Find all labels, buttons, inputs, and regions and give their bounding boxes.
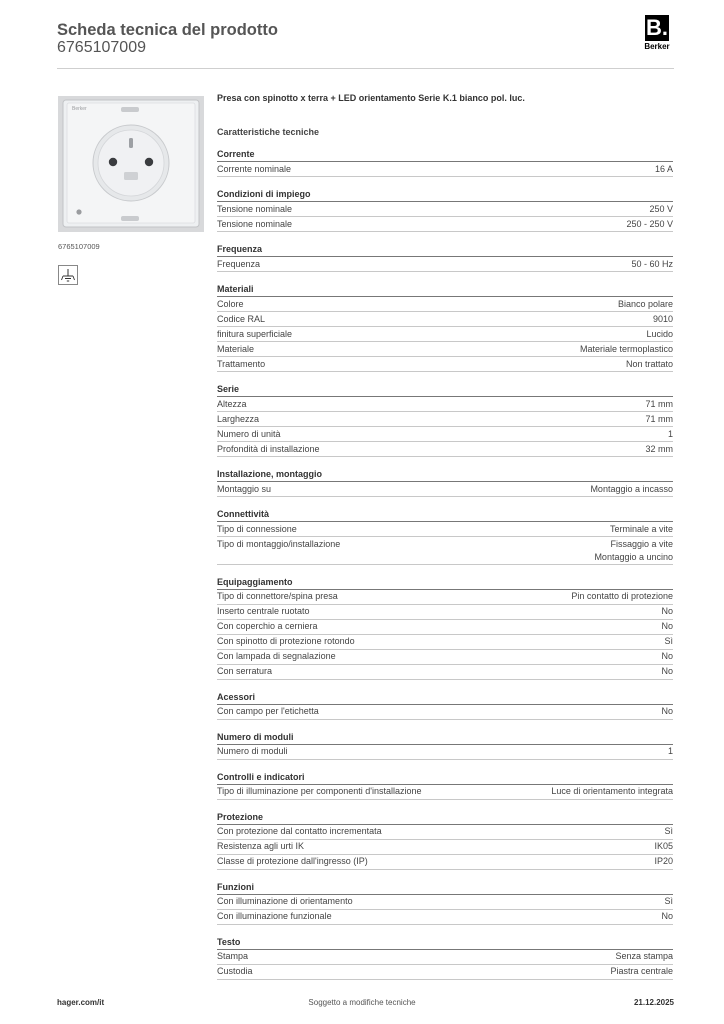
spec-value-line: 71 mm [645, 413, 673, 424]
spec-value [653, 313, 673, 327]
spec-value-line: No [661, 651, 673, 661]
spec-content [217, 93, 673, 989]
spec-row [217, 327, 673, 342]
spec-sections [217, 149, 673, 980]
spec-label: Trattamento [217, 358, 266, 369]
spec-value-line: IP20 [654, 856, 673, 866]
section-title: Frequenza [217, 244, 673, 257]
spec-value [649, 203, 673, 217]
spec-row [217, 537, 673, 565]
spec-label: Tipo di illuminazione per componenti d'installazione [217, 786, 422, 796]
section-title: Serie [217, 384, 673, 397]
spec-value [610, 523, 673, 537]
spec-value [571, 590, 673, 604]
spec-section [217, 509, 673, 565]
section-title: Installazione, montaggio [217, 469, 673, 482]
spec-value-line: Bianco polare [617, 298, 673, 309]
section-title: Condizioni di impiego [217, 189, 673, 202]
footer-website[interactable]: hager.com/it [57, 998, 105, 1007]
spec-label: Tipo di connettore/spina presa [217, 591, 338, 601]
spec-row [217, 605, 673, 620]
section-title: Testo [217, 937, 673, 950]
spec-value [668, 745, 673, 759]
spec-value-line: 9010 [652, 313, 673, 324]
spec-value-line: Non trattato [625, 358, 673, 369]
socket-brand-mark: Berker [72, 106, 87, 112]
spec-section [217, 469, 673, 497]
spec-row [217, 855, 673, 870]
spec-value [664, 895, 673, 909]
spec-value-line: 71 mm [645, 398, 673, 409]
spec-value-line: Piastra centrale [610, 966, 673, 976]
spec-value [654, 840, 673, 854]
spec-value [654, 855, 673, 869]
spec-value-line: Senza stampa [615, 951, 673, 961]
spec-row [217, 312, 673, 327]
spec-label: Con protezione dal contatto incrementata [217, 826, 382, 836]
spec-label: Altezza [217, 398, 247, 409]
spec-value-line: Materiale termoplastico [579, 343, 673, 354]
spec-label: Resistenza agli urti IK [217, 841, 305, 851]
spec-label: Con illuminazione funzionale [217, 911, 332, 921]
spec-label: Larghezza [217, 413, 260, 424]
product-code: 6765107009 [57, 39, 146, 56]
spec-section [217, 882, 673, 925]
spec-value-line: 50 - 60 Hz [631, 258, 673, 269]
spec-label: Corrente nominale [217, 163, 292, 174]
brand-logo [640, 15, 674, 51]
spec-label: Con illuminazione di orientamento [217, 896, 353, 906]
spec-label: Materiale [217, 343, 255, 354]
spec-value [661, 605, 673, 619]
spec-row [217, 162, 673, 177]
spec-value [661, 665, 673, 679]
spec-value-line: No [661, 706, 673, 716]
spec-label: Tensione nominale [217, 218, 293, 229]
spec-row [217, 202, 673, 217]
spec-label: Con serratura [217, 666, 273, 676]
spec-row [217, 965, 673, 980]
spec-value-line: Sì [664, 826, 673, 836]
spec-row [217, 910, 673, 925]
spec-row [217, 705, 673, 720]
spec-value [661, 650, 673, 664]
spec-section [217, 284, 673, 372]
section-title: Materiali [217, 284, 673, 297]
spec-value [631, 258, 673, 272]
section-title: Corrente [217, 149, 673, 162]
spec-row [217, 427, 673, 442]
spec-value-line: No [661, 606, 673, 616]
section-title: Numero di moduli [217, 732, 673, 745]
spec-value [668, 428, 673, 442]
spec-value [661, 705, 673, 719]
spec-value-line: No [661, 666, 673, 676]
characteristics-heading: Caratteristiche tecniche [217, 127, 320, 137]
spec-row [217, 412, 673, 427]
spec-value [610, 965, 673, 979]
spec-label: Stampa [217, 951, 249, 961]
spec-value-line: 16 A [654, 163, 673, 174]
spec-row [217, 297, 673, 312]
spec-value [626, 218, 673, 232]
spec-value-line: IK05 [654, 841, 673, 851]
spec-value-line: Terminale a vite [609, 523, 673, 534]
spec-label: Con campo per l'etichetta [217, 706, 319, 716]
product-image [58, 96, 204, 232]
spec-section [217, 772, 673, 800]
spec-value [618, 298, 673, 312]
spec-row [217, 590, 673, 605]
spec-value-line: Montaggio a incasso [590, 483, 673, 494]
spec-row [217, 665, 673, 680]
spec-row [217, 442, 673, 457]
header-divider [57, 68, 674, 69]
spec-row [217, 342, 673, 357]
product-description: Presa con spinotto x terra + LED orientamento Serie K.1 bianco pol. luc. [217, 93, 525, 103]
spec-label: Con lampada di segnalazione [217, 651, 336, 661]
spec-section [217, 384, 673, 457]
spec-section [217, 577, 673, 680]
spec-section [217, 692, 673, 720]
spec-section [217, 189, 673, 232]
spec-row [217, 895, 673, 910]
spec-label: Con coperchio a cerniera [217, 621, 318, 631]
spec-row [217, 745, 673, 760]
spec-value-line: Fissaggio a vite [610, 538, 673, 549]
section-title: Protezione [217, 812, 673, 825]
spec-value [626, 358, 673, 372]
spec-value-line: Sì [664, 896, 673, 906]
spec-label: finitura superficiale [217, 328, 293, 339]
spec-value-line: 1 [667, 428, 673, 439]
section-title: Equipaggiamento [217, 577, 673, 590]
spec-row [217, 840, 673, 855]
spec-row [217, 522, 673, 537]
brand-logo-text: Berker [644, 42, 670, 51]
spec-label: Numero di unità [217, 428, 281, 439]
spec-row [217, 257, 673, 272]
earth-ground-icon [58, 265, 78, 285]
spec-section [217, 732, 673, 760]
spec-value [551, 785, 673, 799]
spec-value [645, 443, 673, 457]
spec-label: Codice RAL [217, 313, 266, 324]
spec-label: Custodia [217, 966, 253, 976]
spec-value [594, 538, 673, 564]
spec-value-line: No [661, 621, 673, 631]
spec-value-line: Pin contatto di protezione [571, 591, 673, 601]
spec-value [615, 950, 673, 964]
spec-row [217, 397, 673, 412]
spec-label: Tipo di connessione [217, 523, 297, 534]
spec-value-line: 32 mm [645, 443, 673, 454]
spec-label: Colore [217, 298, 244, 309]
spec-label: Tipo di montaggio/installazione [217, 538, 341, 549]
spec-value [646, 328, 673, 342]
spec-value [580, 343, 673, 357]
spec-label: Frequenza [217, 258, 261, 269]
spec-value-line: 250 V [649, 203, 673, 214]
spec-value [590, 483, 673, 497]
image-caption: 6765107009 [58, 242, 100, 251]
spec-label: Classe di protezione dall'ingresso (IP) [217, 856, 368, 866]
spec-value-line: Lucido [646, 328, 673, 339]
section-title: Acessori [217, 692, 673, 705]
spec-row [217, 635, 673, 650]
spec-value [645, 398, 673, 412]
footer-disclaimer: Soggetto a modifiche tecniche [308, 998, 416, 1007]
spec-row [217, 620, 673, 635]
spec-row [217, 217, 673, 232]
section-title: Connettività [217, 509, 673, 522]
page-title: Scheda tecnica del prodotto [57, 21, 278, 39]
spec-value [664, 825, 673, 839]
footer-date: 21.12.2025 [633, 998, 674, 1007]
spec-value [664, 635, 673, 649]
spec-label: Inserto centrale ruotato [217, 606, 310, 616]
spec-label: Tensione nominale [217, 203, 293, 214]
spec-value [655, 163, 673, 177]
spec-value-line: 1 [667, 746, 673, 756]
spec-value [661, 910, 673, 924]
spec-row [217, 482, 673, 497]
spec-section [217, 244, 673, 272]
spec-value-line: 250 - 250 V [626, 218, 673, 229]
spec-value-line: Montaggio a uncino [594, 551, 673, 562]
spec-label: Con spinotto di protezione rotondo [217, 636, 355, 646]
spec-section [217, 937, 673, 980]
socket-illustration [58, 96, 204, 232]
spec-section [217, 149, 673, 177]
spec-value-line: Luce di orientamento integrata [551, 786, 673, 796]
spec-section [217, 812, 673, 870]
spec-row [217, 785, 673, 800]
section-title: Funzioni [217, 882, 673, 895]
spec-value-line: Sì [664, 636, 673, 646]
section-title: Controlli e indicatori [217, 772, 673, 785]
spec-label: Montaggio su [217, 483, 272, 494]
spec-value-line: No [661, 911, 673, 921]
spec-row [217, 950, 673, 965]
brand-logo-mark: B. [646, 15, 668, 40]
spec-label: Profondità di installazione [217, 443, 320, 454]
spec-label: Numero di moduli [217, 746, 288, 756]
spec-value [661, 620, 673, 634]
spec-row [217, 650, 673, 665]
spec-row [217, 357, 673, 372]
spec-row [217, 825, 673, 840]
spec-value [645, 413, 673, 427]
